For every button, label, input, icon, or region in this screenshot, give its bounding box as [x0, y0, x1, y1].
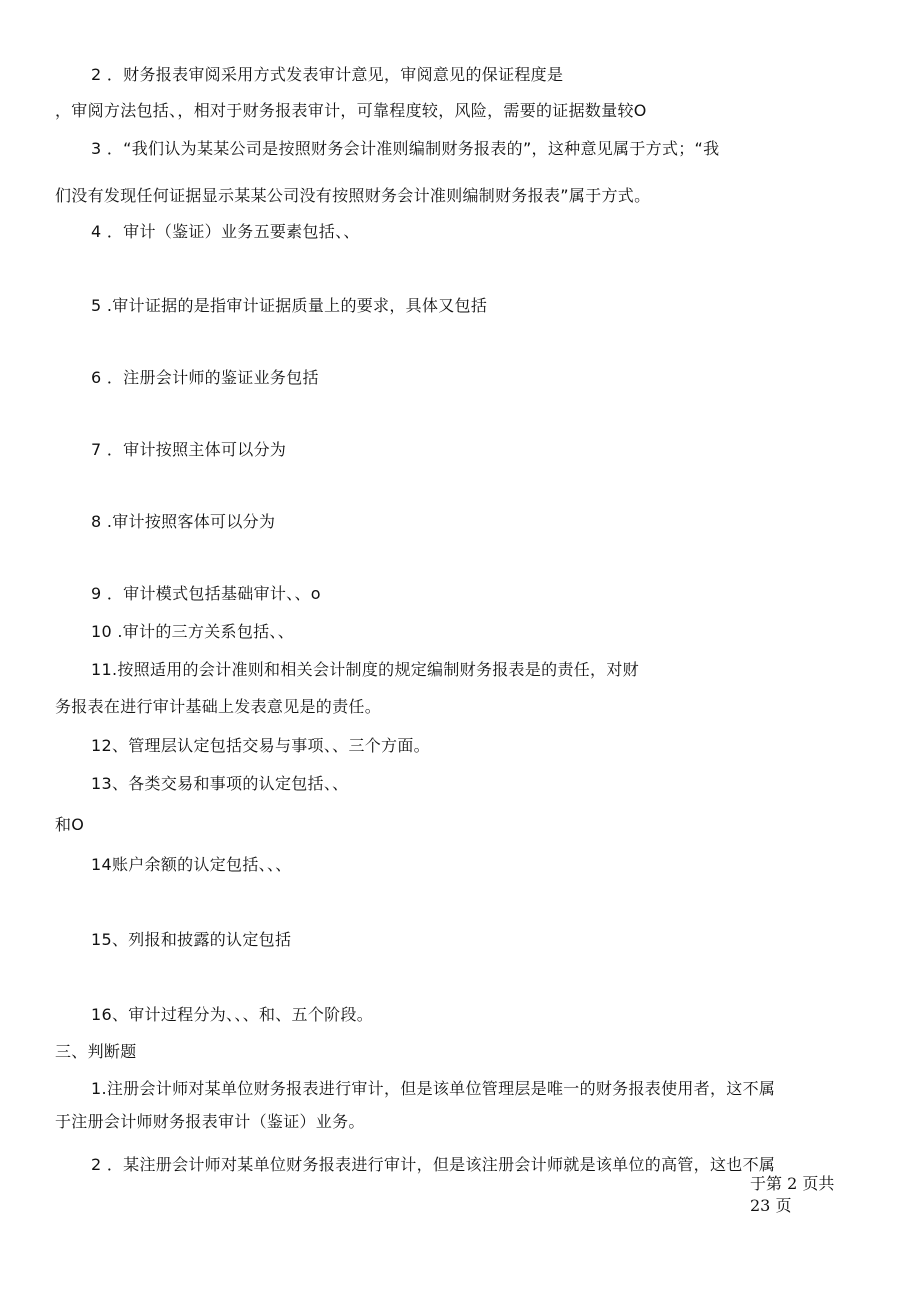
- fill-blank-question-11-line-1: 11.按照适用的会计准则和相关会计制度的规定编制财务报表是的责任，对财: [91, 660, 639, 679]
- fill-blank-question-13-line-1: 13、各类交易和事项的认定包括、、: [91, 774, 349, 793]
- page-footer-line-2: 23 页: [750, 1196, 792, 1215]
- true-false-question-1-line-1: 1.注册会计师对某单位财务报表进行审计，但是该单位管理层是唯一的财务报表使用者，这不属: [91, 1079, 776, 1098]
- fill-blank-question-3-line-2: 们没有发现任何证据显示某某公司没有按照财务会计准则编制财务报表”属于方式。: [55, 186, 651, 205]
- fill-blank-question-14: 14账户余额的认定包括、、、: [91, 855, 292, 874]
- fill-blank-question-2-line-1: 2 ．财务报表审阅采用方式发表审计意见，审阅意见的保证程度是: [91, 65, 564, 84]
- fill-blank-question-11-line-2: 务报表在进行审计基础上发表意见是的责任。: [55, 697, 382, 716]
- true-false-question-1-line-2: 于注册会计师财务报表审计（鉴证）业务。: [55, 1112, 365, 1131]
- fill-blank-question-2-line-2: ，审阅方法包括、，相对于财务报表审计，可靠程度较，风险，需要的证据数量较O: [55, 101, 647, 120]
- fill-blank-question-5: 5 .审计证据的是指审计证据质量上的要求，具体又包括: [91, 296, 488, 315]
- fill-blank-question-3-line-1: 3 ．“我们认为某某公司是按照财务会计准则编制财务报表的”，这种意见属于方式；“我: [91, 139, 720, 158]
- fill-blank-question-12: 12、管理层认定包括交易与事项、、三个方面。: [91, 736, 430, 755]
- fill-blank-question-13-line-2: 和O: [55, 815, 85, 834]
- page-footer-line-1: 于第 2 页共: [750, 1174, 835, 1193]
- fill-blank-question-8: 8 .审计按照客体可以分为: [91, 512, 276, 531]
- true-false-question-2-line-1: 2 ．某注册会计师对某单位财务报表进行审计，但是该注册会计师就是该单位的高管，这也不属: [91, 1155, 776, 1174]
- fill-blank-question-4: 4 ．审计（鉴证）业务五要素包括、、: [91, 222, 360, 241]
- fill-blank-question-6: 6 ．注册会计师的鉴证业务包括: [91, 368, 319, 387]
- fill-blank-question-10: 10 .审计的三方关系包括、、: [91, 622, 295, 641]
- fill-blank-question-15: 15、列报和披露的认定包括: [91, 930, 292, 949]
- fill-blank-question-16: 16、审计过程分为、、、和、五个阶段。: [91, 1005, 374, 1024]
- fill-blank-question-9: 9 ．审计模式包括基础审计、、o: [91, 584, 321, 603]
- fill-blank-question-7: 7 ．审计按照主体可以分为: [91, 440, 287, 459]
- section-heading-true-false: 三、判断题: [55, 1042, 137, 1061]
